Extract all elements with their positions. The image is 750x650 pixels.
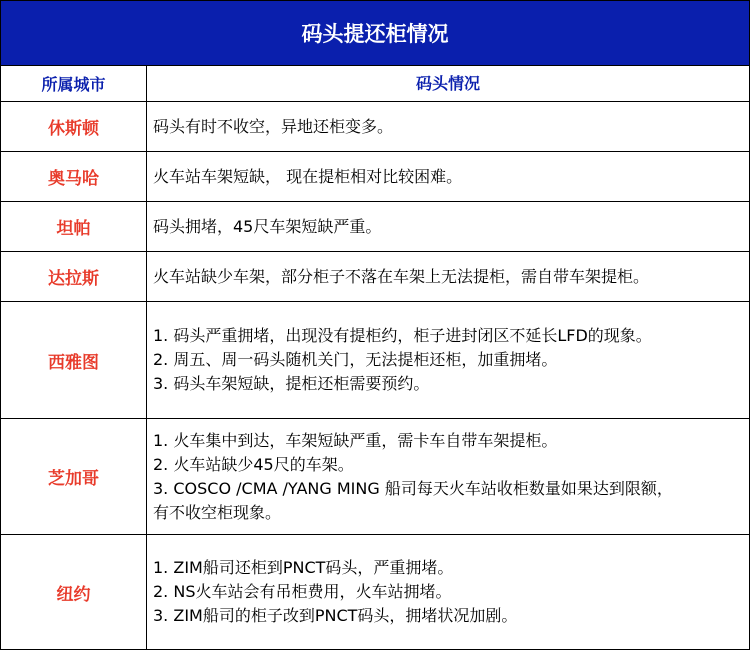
status-line: 1. ZIM船司还柜到PNCT码头，严重拥堵。: [153, 558, 454, 577]
status-cell: [147, 419, 749, 534]
status-line: 码头有时不收空，异地还柜变多。: [153, 116, 394, 136]
status-line: 2. 周五、周一码头随机关门，无法提柜还柜，加重拥堵。: [153, 350, 558, 369]
status-cell: [147, 535, 749, 649]
table-row: [1, 102, 749, 152]
status-line: 3. ZIM船司的柜子改到PNCT码头，拥堵状况加剧。: [153, 606, 518, 625]
status-line: 1. 码头严重拥堵，出现没有提柜约，柜子进封闭区不延长LFD的现象。: [153, 326, 652, 345]
status-line: 码头拥堵，45尺车架短缺严重。: [153, 216, 382, 236]
table-title: 码头提还柜情况: [1, 1, 749, 66]
status-cell: [147, 152, 749, 201]
table-row: [1, 535, 749, 649]
city-cell: 奥马哈: [1, 152, 147, 201]
status-line: 3. COSCO /CMA /YANG MING 船司每天火车站收柜数量如果达到限额，: [153, 478, 673, 498]
table-row: [1, 419, 749, 535]
city-cell: 休斯顿: [1, 102, 147, 151]
status-line: 有不收空柜现象。: [153, 502, 282, 522]
status-line: 火车站缺少车架，部分柜子不落在车架上无法提柜，需自带车架提柜。: [153, 266, 650, 286]
status-line: 1. 火车集中到达，车架短缺严重，需卡车自带车架提柜。: [153, 430, 558, 450]
city-cell: 纽约: [1, 535, 147, 649]
header-status: 码头情况: [415, 73, 480, 93]
table-row: [1, 302, 749, 419]
city-cell: 坦帕: [1, 202, 147, 251]
status-line: 2. NS火车站会有吊柜费用，火车站拥堵。: [153, 582, 452, 601]
status-cell: [147, 252, 749, 301]
table-row: [1, 202, 749, 252]
status-cell: [147, 102, 749, 151]
table-row: [1, 152, 749, 202]
table-row: [1, 252, 749, 302]
status-line: 2. 火车站缺少45尺的车架。: [153, 454, 354, 474]
city-cell: 西雅图: [1, 302, 147, 418]
city-cell: 达拉斯: [1, 252, 147, 301]
header-city: 所属城市: [1, 66, 147, 101]
status-line: 3. 码头车架短缺，提柜还柜需要预约。: [153, 374, 430, 393]
status-cell: [147, 202, 749, 251]
status-line: 火车站车架短缺， 现在提柜相对比较困难。: [153, 166, 463, 186]
city-cell: 芝加哥: [1, 419, 147, 534]
table-header-row: [1, 66, 749, 102]
status-cell: [147, 302, 749, 418]
